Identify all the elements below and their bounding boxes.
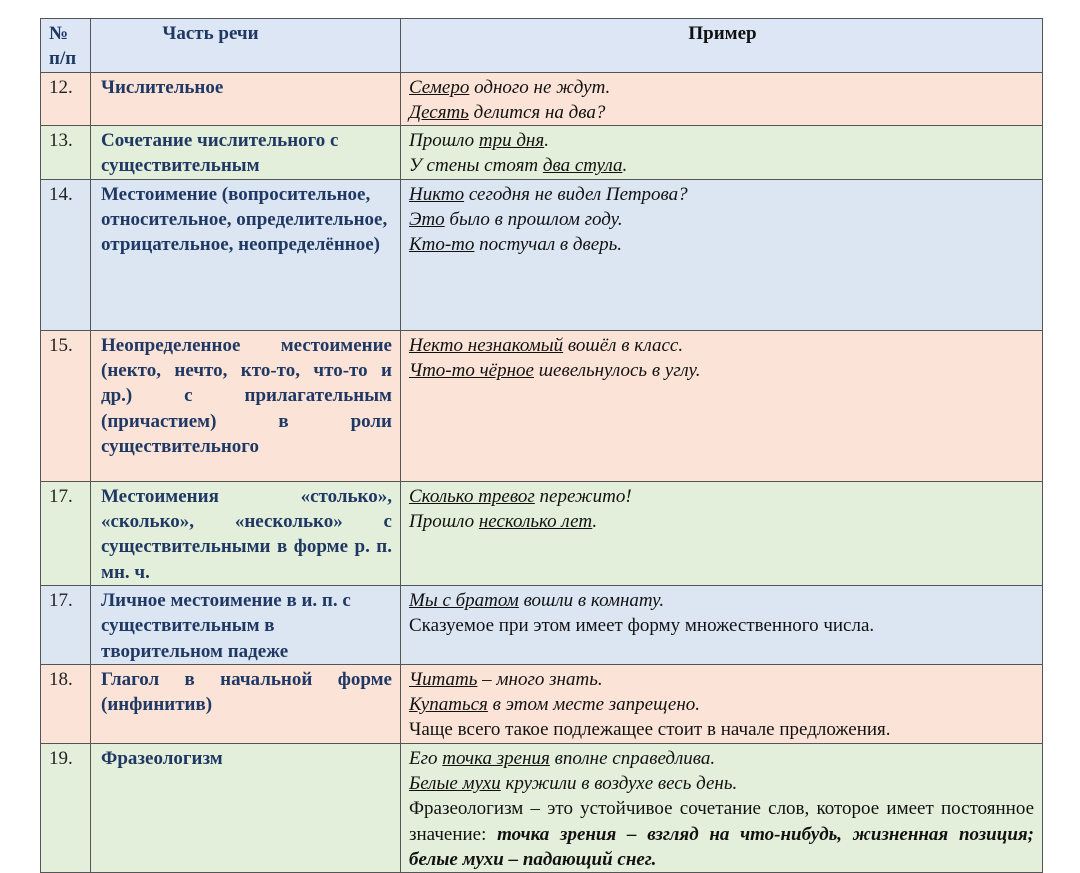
subject-underlined: Никто — [409, 183, 465, 205]
subject-underlined: Купаться — [409, 694, 488, 716]
subject-underlined: несколько лет — [478, 511, 593, 533]
document-page — [40, 18, 1042, 873]
sentence-text: сегодня не видел Петрова? — [464, 183, 688, 205]
sentence-text: . — [592, 511, 598, 533]
part-of-speech: Фразеологизм — [91, 743, 401, 872]
example-sentence — [409, 771, 1034, 796]
example-cell — [401, 585, 1043, 664]
part-of-speech: Неопределенное местоимение (некто, нечто, кто-то, что-то и др.) с прилагательным (причастием) в роли существительного — [91, 330, 401, 481]
example-sentence — [409, 588, 1034, 613]
subject-underlined: три дня — [478, 130, 545, 152]
subject-underlined: Семеро — [409, 76, 470, 98]
sentence-text: вполне справедлива. — [549, 747, 716, 769]
sentence-text: пережито! — [534, 485, 632, 507]
part-of-speech: Местоимение (вопросительное, относительное, определительное, отрицательное, неопределённое) — [91, 179, 401, 330]
subject-underlined: Это — [409, 209, 445, 231]
table-header-row — [41, 19, 1043, 73]
example-sentence — [409, 358, 1034, 383]
example-cell — [401, 743, 1043, 872]
row-number: 17. — [41, 585, 91, 664]
example-cell — [401, 179, 1043, 330]
sentence-text: шевельнулось в углу. — [533, 360, 701, 382]
header-part-of-speech: Часть речи — [91, 19, 401, 73]
note-definition: точка зрения – взгляд на что-нибудь, жизненная позиция; белые мухи – падающий снег. — [409, 823, 1034, 870]
table-row — [41, 179, 1043, 330]
sentence-text: . — [544, 130, 549, 152]
example-sentence — [409, 100, 1034, 125]
header-example: Пример — [401, 19, 1043, 73]
part-of-speech: Числительное — [91, 72, 401, 126]
example-sentence — [409, 207, 1034, 232]
example-sentence — [409, 232, 1034, 257]
sentence-text: вошёл в класс. — [563, 334, 684, 356]
note-text: Сказуемое при этом имеет форму множественного числа. — [409, 615, 875, 637]
part-of-speech: Сочетание числительного с существительным — [91, 126, 401, 180]
subject-underlined: Мы с братом — [409, 589, 519, 611]
example-sentence — [409, 75, 1034, 100]
note-text: Чаще всего такое подлежащее стоит в начале предложения. — [409, 719, 891, 741]
table-row — [41, 743, 1043, 872]
subject-underlined: Что-то чёрное — [409, 360, 534, 382]
example-sentence — [409, 128, 1034, 153]
sentence-text: делится на два? — [468, 101, 606, 123]
row-number: 15. — [41, 330, 91, 481]
example-note — [409, 717, 1034, 742]
row-number: 18. — [41, 664, 91, 743]
part-of-speech: Глагол в начальной форме (инфинитив) — [91, 664, 401, 743]
row-number: 17. — [41, 481, 91, 585]
subject-underlined: точка зрения — [442, 747, 550, 769]
subject-underlined: Белые мухи — [409, 773, 501, 795]
subject-underlined: Десять — [409, 101, 469, 123]
example-cell — [401, 664, 1043, 743]
example-sentence — [409, 333, 1034, 358]
part-of-speech: Местоимения «столько», «сколько», «несколько» с существительными в форме р. п. мн. ч. — [91, 481, 401, 585]
row-number: 19. — [41, 743, 91, 872]
example-sentence — [409, 692, 1034, 717]
sentence-text: – много знать. — [477, 668, 603, 690]
sentence-text: в этом месте запрещено. — [487, 694, 701, 716]
sentence-text: Его — [409, 747, 443, 769]
sentence-text: было в прошлом году. — [444, 209, 623, 231]
sentence-text: У стены стоят — [409, 155, 543, 177]
example-sentence — [409, 484, 1034, 509]
part-of-speech: Личное местоимение в и. п. с существительным в творительном падеже — [91, 585, 401, 664]
sentence-text: Прошло — [409, 130, 479, 152]
subject-underlined: два стула — [542, 155, 623, 177]
example-sentence — [409, 667, 1034, 692]
table-row — [41, 72, 1043, 126]
sentence-text: Прошло — [409, 511, 479, 533]
parts-of-speech-table — [40, 18, 1043, 873]
example-sentence — [409, 153, 1034, 178]
header-number: № п/п — [41, 19, 91, 73]
example-note — [409, 796, 1034, 872]
example-note — [409, 613, 1034, 638]
subject-underlined: Читать — [409, 668, 478, 690]
table-row — [41, 664, 1043, 743]
table-row — [41, 481, 1043, 585]
subject-underlined: Сколько тревог — [409, 485, 535, 507]
example-sentence — [409, 746, 1034, 771]
sentence-text: кружили в воздухе весь день. — [500, 773, 738, 795]
example-cell — [401, 330, 1043, 481]
note-text: Фразеологизм – это устойчивое сочетание слов, которое имеет постоянное значение: — [409, 798, 1034, 845]
subject-underlined: Кто-то — [409, 234, 475, 256]
sentence-text: постучал в дверь. — [474, 234, 623, 256]
example-cell — [401, 72, 1043, 126]
table-row — [41, 585, 1043, 664]
sentence-text: . — [622, 155, 628, 177]
table-row — [41, 330, 1043, 481]
sentence-text: одного не ждут. — [469, 76, 611, 98]
row-number: 13. — [41, 126, 91, 180]
example-cell — [401, 481, 1043, 585]
example-cell — [401, 126, 1043, 180]
row-number: 12. — [41, 72, 91, 126]
example-sentence — [409, 509, 1034, 534]
example-sentence — [409, 182, 1034, 207]
table-row — [41, 126, 1043, 180]
subject-underlined: Некто незнакомый — [409, 334, 564, 356]
row-number: 14. — [41, 179, 91, 330]
sentence-text: вошли в комнату. — [518, 589, 665, 611]
